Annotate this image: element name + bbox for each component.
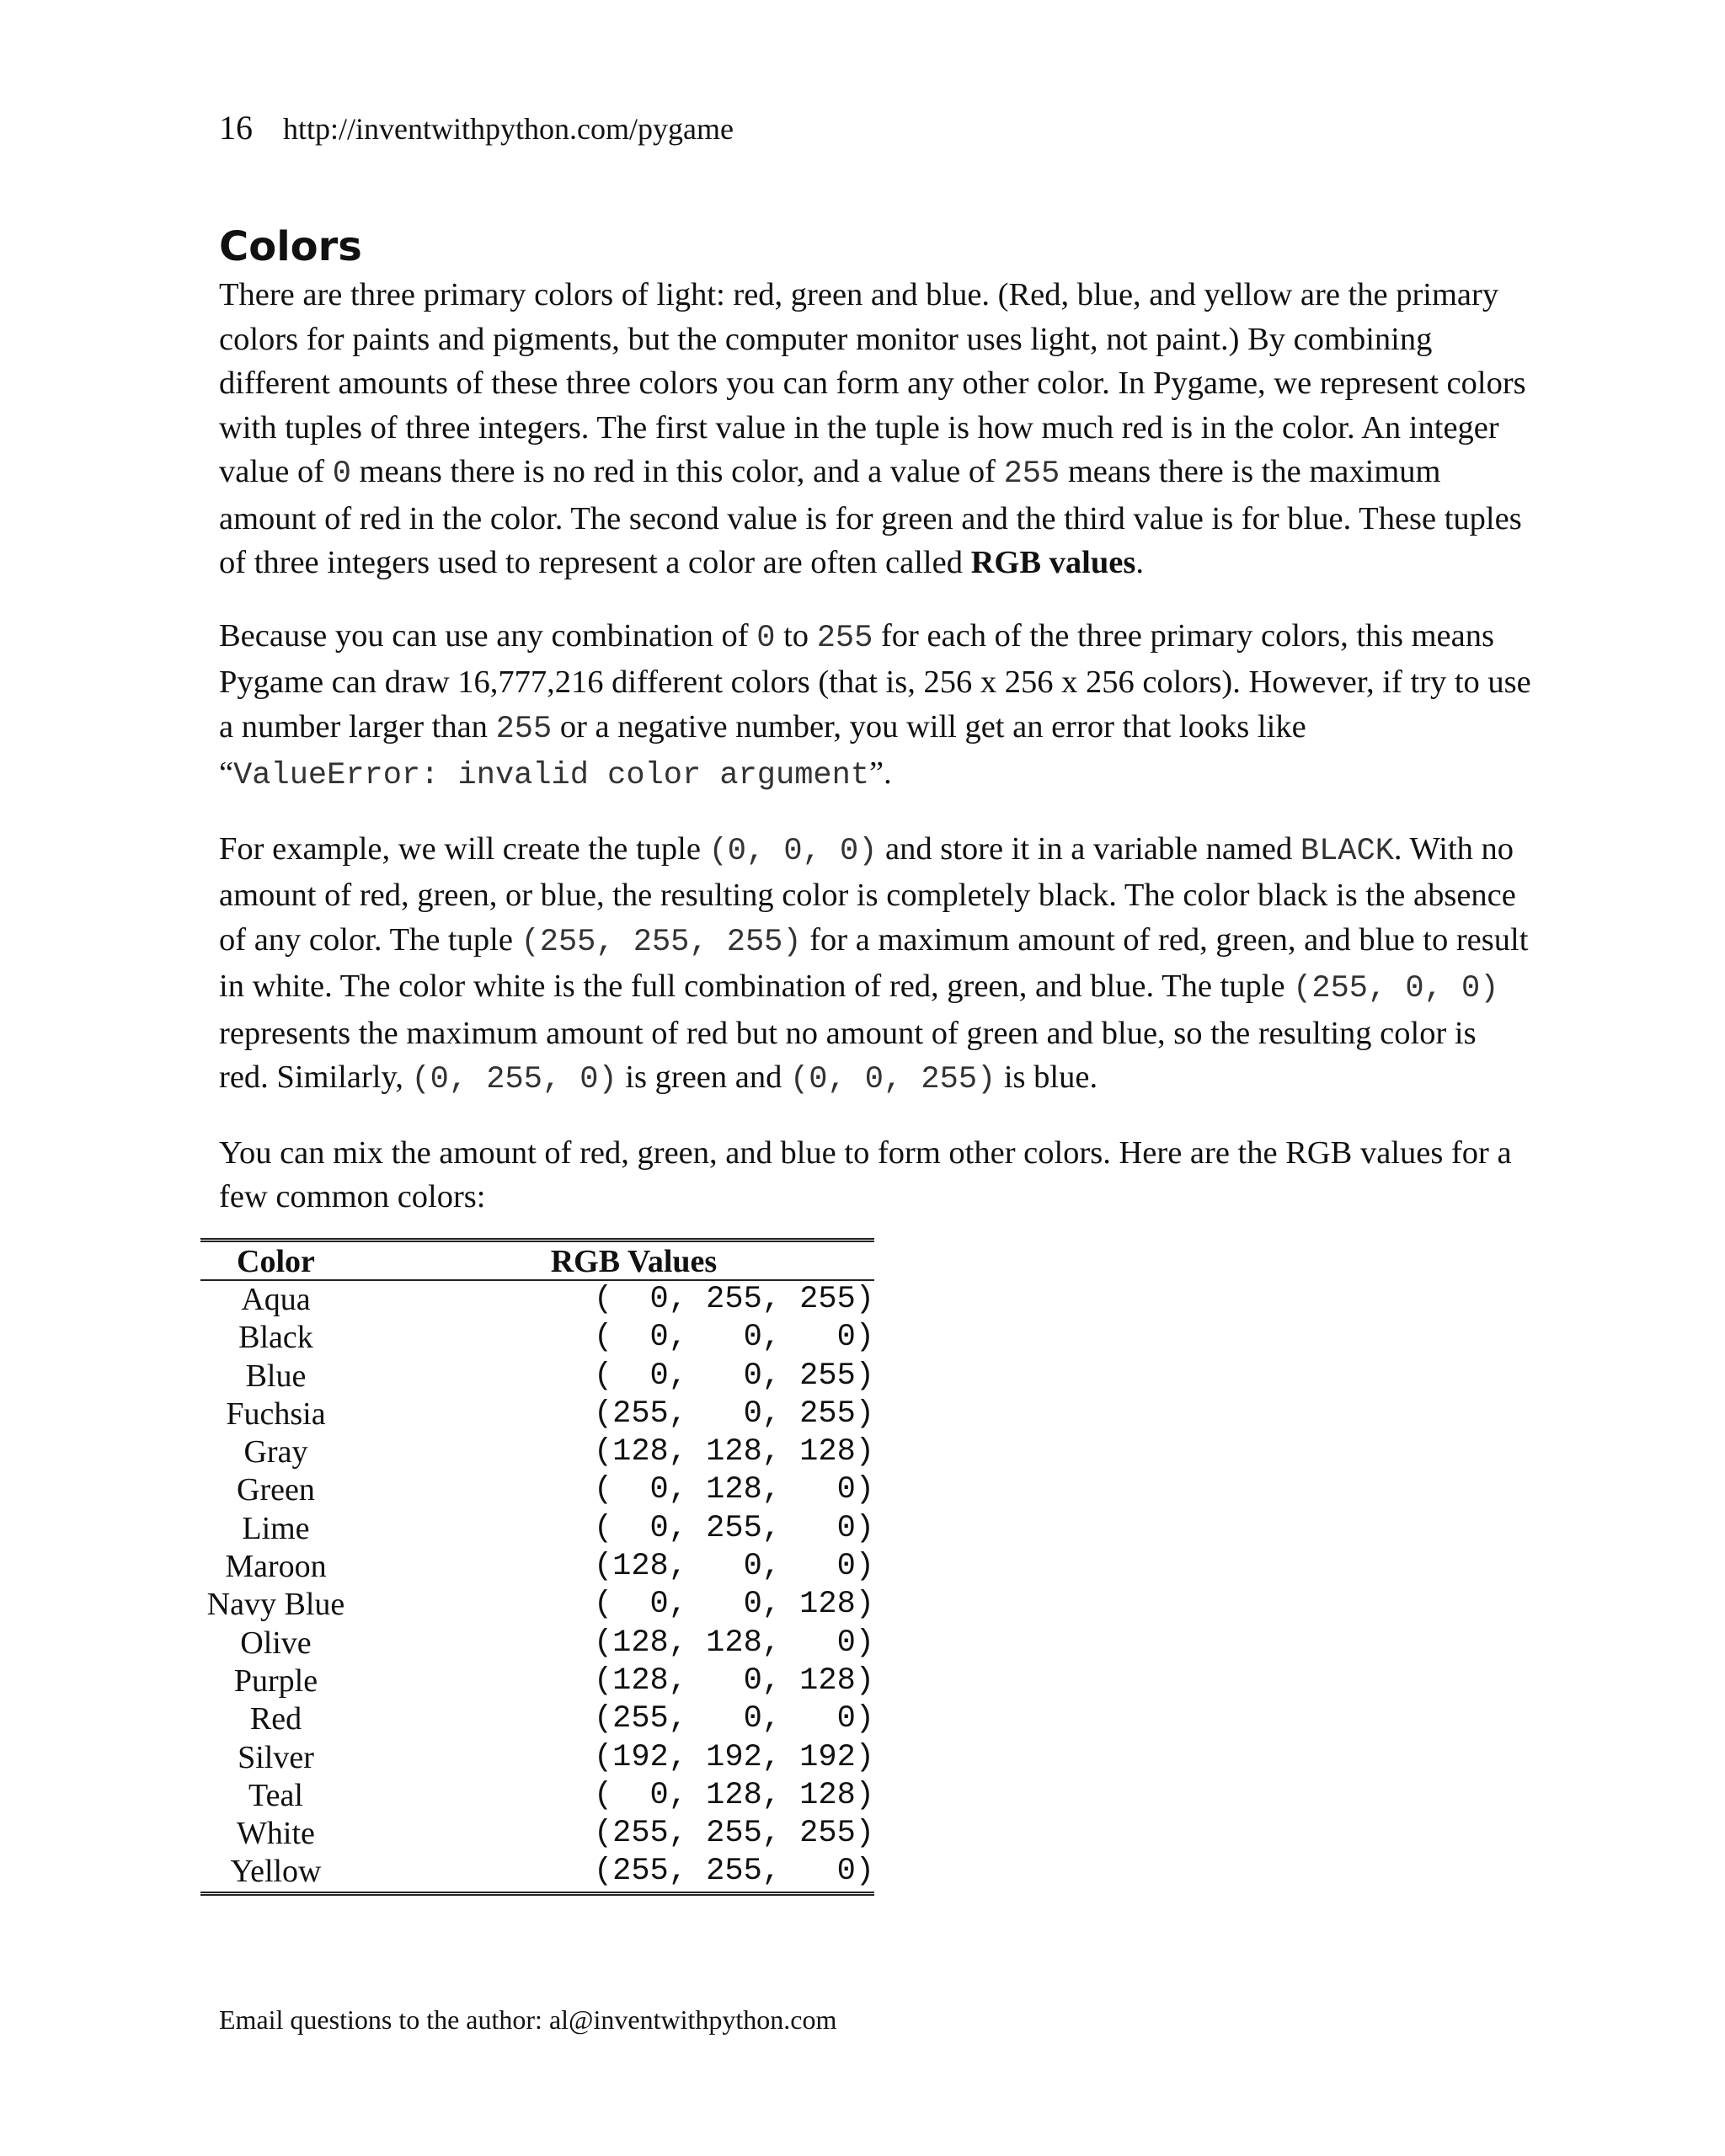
table-row [200, 1396, 874, 1433]
color-name-cell: Navy Blue [206, 1587, 345, 1623]
rgb-value-cell [351, 1662, 874, 1700]
inline-code: 0 [756, 620, 776, 656]
rgb-value-cell [351, 1739, 874, 1777]
color-name-cell: Red [249, 1701, 302, 1737]
inline-code: 255 [816, 620, 873, 656]
table-row [200, 1662, 874, 1700]
inline-code: 255 [495, 711, 553, 747]
color-name-cell: Lime [242, 1510, 310, 1546]
rgb-value: ( 0, 0, 128) [593, 1587, 874, 1623]
table-row [200, 1548, 874, 1586]
text-run: . With no amount of red, green, or blue, the resulting color is completely black. The color black is the absence of any color. The tuple [219, 830, 1516, 958]
rgb-value-cell [351, 1358, 874, 1396]
text-run: is blue. [996, 1059, 1098, 1095]
main-content [219, 221, 1533, 1248]
color-name-cell: Maroon [225, 1549, 327, 1585]
text-run: to [775, 617, 817, 654]
rgb-value-cell [351, 1396, 874, 1433]
page-footer: Email questions to the author: al@inventwithpython.com [219, 2004, 837, 2035]
text-run: means there is no red in this color, and a value of [350, 454, 1004, 489]
text-run: For example, we will create the tuple [219, 830, 709, 867]
rgb-value-cell [351, 1280, 874, 1319]
table-row [200, 1777, 874, 1815]
color-name-cell: Black [238, 1320, 313, 1356]
rgb-value-cell [351, 1700, 874, 1738]
rgb-value-cell [351, 1510, 874, 1548]
color-name-cell: Aqua [241, 1282, 311, 1317]
color-name-cell: Silver [238, 1739, 314, 1775]
paragraph-4: You can mix the amount of red, green, and blue to form other colors. Here are the RGB values for a few common colors: [219, 1134, 1512, 1214]
text-run: There are three primary colors of light: red, green and blue. (Red, blue, and yellow are the primary colors for paints and pigments, but the computer monitor uses light, not paint.) By combining different amounts of these three colors you can form any other color. In Pygame, we represent colors with tuples of three integers. The first value in the tuple is how much red is in the color. An integer value of [219, 277, 1526, 489]
rgb-value-cell [351, 1586, 874, 1624]
table-row [200, 1815, 874, 1853]
table-row [200, 1739, 874, 1777]
color-name-cell: Gray [243, 1434, 308, 1470]
rgb-value-cell [351, 1433, 874, 1471]
color-name-cell: Purple [233, 1662, 318, 1699]
inline-code: BLACK [1300, 833, 1394, 869]
column-header-color: Color [200, 1241, 351, 1281]
color-name-cell: Teal [248, 1777, 303, 1813]
table-row [200, 1319, 874, 1357]
rgb-value: (255, 255, 0) [593, 1854, 874, 1890]
table-header-row [200, 1241, 874, 1281]
table-row [200, 1433, 874, 1471]
rgb-value: ( 0, 0, 255) [593, 1358, 874, 1394]
inline-code: (255, 0, 0) [1293, 971, 1499, 1006]
rgb-value: ( 0, 255, 0) [593, 1510, 874, 1546]
text-run: for a maximum amount of red, green, and blue to result in white. The color white is the full combination of red, green, and blue. The tuple [219, 921, 1529, 1004]
table-row [200, 1358, 874, 1396]
rgb-value: (255, 0, 255) [593, 1396, 874, 1432]
text-run: for each of the three primary colors, this means Pygame can draw 16,777,216 different colors (that is, 256 x 256 x 256 colors). However, if try to use a number larger than [219, 617, 1531, 744]
inline-code: (255, 255, 255) [521, 924, 802, 960]
rgb-color-table [200, 1238, 874, 1896]
inline-code: 0 [332, 456, 351, 492]
inline-code: (0, 0, 255) [789, 1062, 996, 1097]
rgb-value: ( 0, 255, 255) [593, 1282, 874, 1317]
rgb-value: (128, 0, 128) [593, 1662, 874, 1699]
text-run: . [1135, 545, 1144, 580]
bold-term: RGB values [970, 545, 1136, 580]
rgb-value: (128, 0, 0) [593, 1549, 874, 1585]
page-number: 16 [219, 109, 253, 147]
table-row [200, 1510, 874, 1548]
color-name-cell: Yellow [230, 1854, 322, 1890]
table-row [200, 1586, 874, 1624]
rgb-value: (128, 128, 0) [593, 1625, 874, 1661]
inline-code: (0, 0, 0) [708, 833, 878, 869]
table-row [200, 1853, 874, 1893]
rgb-value: ( 0, 128, 128) [593, 1777, 874, 1813]
rgb-value: (255, 0, 0) [593, 1701, 874, 1737]
rgb-value: ( 0, 128, 0) [593, 1472, 874, 1508]
paragraph-1 [219, 273, 1533, 585]
rgb-value: (128, 128, 128) [593, 1434, 874, 1470]
rgb-value-cell [351, 1548, 874, 1586]
table-row [200, 1280, 874, 1319]
paragraph-3 [219, 827, 1533, 1102]
rgb-value-cell [351, 1625, 874, 1662]
rgb-value: (192, 192, 192) [593, 1739, 874, 1775]
rgb-value-cell [351, 1319, 874, 1357]
paragraph-2 [219, 614, 1533, 798]
column-header-rgb: RGB Values [351, 1241, 874, 1281]
section-title: Colors [219, 223, 362, 270]
text-run: ”. [869, 755, 892, 791]
inline-code: 255 [1003, 456, 1060, 492]
color-name-cell: Blue [245, 1358, 307, 1394]
text-run: represents the maximum amount of red but no amount of green and blue, so the resulting color is red. Similarly, [219, 1015, 1477, 1095]
color-name-cell: Olive [240, 1625, 312, 1661]
table-row [200, 1471, 874, 1509]
inline-code: (0, 255, 0) [411, 1062, 617, 1097]
text-run: or a negative number, you will get an error that looks like “ [219, 708, 1306, 791]
rgb-value-cell [351, 1815, 874, 1853]
text-run: is green and [617, 1059, 790, 1095]
rgb-value-cell [351, 1853, 874, 1893]
text-run: means there is the maximum amount of red in the color. The second value is for green and the third value is for blue. These tuples of three integers used to represent a color are often called [219, 454, 1522, 580]
rgb-value: (255, 255, 255) [593, 1816, 874, 1852]
rgb-value-cell [351, 1471, 874, 1509]
color-name-cell: White [237, 1816, 315, 1852]
rgb-value: ( 0, 0, 0) [593, 1320, 874, 1356]
header-url: http://inventwithpython.com/pygame [283, 112, 734, 146]
text-run: Because you can use any combination of [219, 617, 757, 654]
text-run: and store it in a variable named [877, 830, 1300, 867]
color-name-cell: Fuchsia [226, 1396, 326, 1432]
inline-code: ValueError: invalid color argument [233, 758, 870, 793]
rgb-value-cell [351, 1777, 874, 1815]
table-row [200, 1625, 874, 1662]
table-row [200, 1700, 874, 1738]
page-header [219, 109, 734, 147]
color-name-cell: Green [237, 1472, 315, 1508]
